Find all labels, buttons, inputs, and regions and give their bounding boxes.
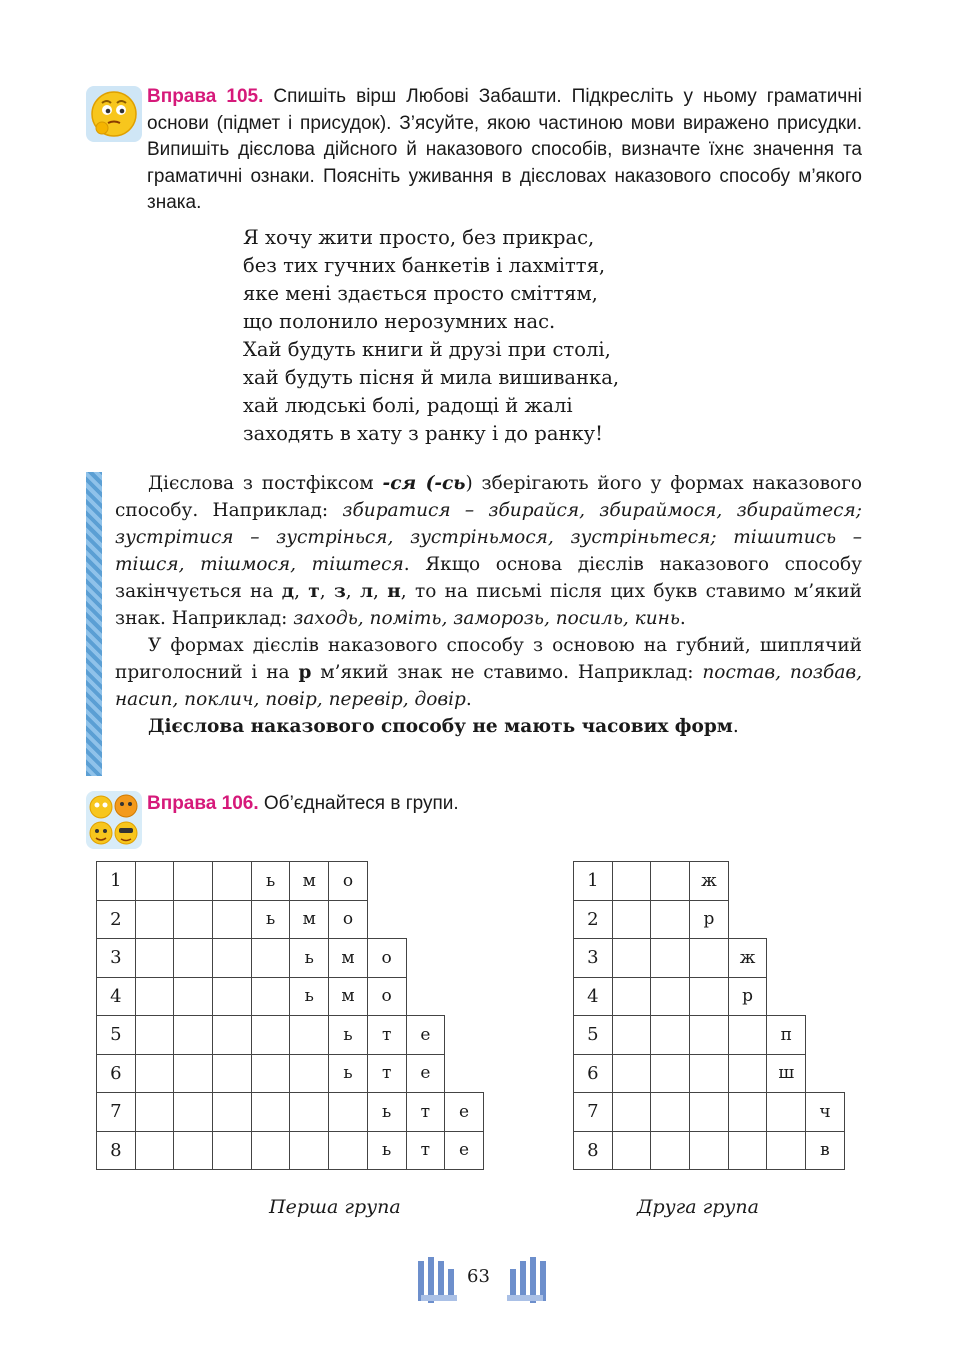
grid-cell [767, 862, 806, 901]
grid-cell [367, 900, 406, 939]
grid-row [97, 939, 484, 978]
grid-cell [612, 900, 651, 939]
grid-cell: о [329, 900, 368, 939]
grid-cell [612, 862, 651, 901]
grid-cell: м [329, 977, 368, 1016]
grid-cell [174, 1016, 213, 1055]
grid-cell [251, 939, 290, 978]
grid-row [97, 1054, 484, 1093]
grid-cell [406, 939, 445, 978]
grid-cell: е [406, 1016, 445, 1055]
grid-cell [406, 900, 445, 939]
grid-cell [612, 1131, 651, 1170]
grid-cell [767, 939, 806, 978]
grid-cell [728, 1131, 767, 1170]
grid-cell [806, 939, 845, 978]
letter: н [387, 581, 401, 602]
grid-cell [728, 862, 767, 901]
grid-row [97, 1093, 484, 1132]
grid-row-number: 1 [574, 862, 613, 901]
grid-row [574, 1054, 845, 1093]
grid-cell [135, 1016, 174, 1055]
grid-cell: ж [690, 862, 729, 901]
grid-cell: ь [367, 1131, 406, 1170]
grid-cell: т [406, 1131, 445, 1170]
grid-row-number: 4 [574, 977, 613, 1016]
grid-row [574, 862, 845, 901]
rule-text: , то на письмі після цих букв ставимо м’який знак. Наприклад: [115, 581, 863, 629]
grid-cell [135, 900, 174, 939]
page-number: 63 [467, 1266, 490, 1287]
grid-cell: ь [290, 977, 329, 1016]
grid-cell: р [690, 900, 729, 939]
grid-row [97, 900, 484, 939]
grid-cell [135, 1093, 174, 1132]
grid-cell [651, 1131, 690, 1170]
exercise-105-number: Вправа 105. [147, 86, 264, 107]
grid-cell [213, 939, 252, 978]
exercise-105-text: Спишіть вірш Любові Забашти. Підкресліть у ньому граматичні основи (підмет і присудок). З’ясуйте, якою частиною мови виражено присудки. Випишіть дієслова дійсного й наказового способів, визначте їхнє значення та граматичні ознаки. Поясніть уживання в дієсловах наказового способу м’якого знака. [147, 86, 862, 213]
grid-cell [445, 1016, 484, 1055]
grid-cell: ш [767, 1054, 806, 1093]
grid-cell [806, 1016, 845, 1055]
grid-row-number: 4 [97, 977, 136, 1016]
grid-row [97, 1131, 484, 1170]
exercise-106-number: Вправа 106. [147, 793, 259, 814]
grid-row [574, 977, 845, 1016]
grid-cell: ч [806, 1093, 845, 1132]
grammar-rule [115, 470, 862, 740]
poem-line: хай будуть пісня й мила вишиванка, [243, 366, 620, 389]
grid-row-number: 3 [574, 939, 613, 978]
grid-cell: м [290, 862, 329, 901]
grid-row [574, 1131, 845, 1170]
grid-cell [174, 939, 213, 978]
exercise-105 [147, 84, 862, 217]
grid-cell [329, 1131, 368, 1170]
rule-side-stripe [86, 472, 102, 776]
grid-cell [213, 900, 252, 939]
grid-cell [251, 1093, 290, 1132]
grid-row-number: 2 [97, 900, 136, 939]
grid-cell [329, 1093, 368, 1132]
grid-cell [174, 1131, 213, 1170]
grid-cell [767, 977, 806, 1016]
grid-cell [806, 977, 845, 1016]
grid-cell: о [329, 862, 368, 901]
rule-text: У формах дієслів наказового способу з основою на губний, шиплячий приголосний і на [115, 635, 862, 683]
exercise-106 [147, 791, 862, 818]
grid-cell: ь [251, 900, 290, 939]
poem-line: хай людські болі, радощі й жалі [243, 394, 573, 417]
first-group-grid [96, 861, 484, 1170]
grid-cell [690, 1131, 729, 1170]
grid-cell [806, 862, 845, 901]
thinking-smiley-icon [86, 86, 142, 142]
grid-cell: ь [290, 939, 329, 978]
grid-cell [612, 1054, 651, 1093]
poem-line: Я хочу жити просто, без прикрас, [243, 226, 595, 249]
grid-cell [690, 939, 729, 978]
rule-paragraph-3: Дієслова наказового способу не мають часових форм. [148, 716, 739, 737]
grid-cell [690, 977, 729, 1016]
grid-row [574, 900, 845, 939]
rule-key-statement: Дієслова наказового способу не мають часових форм [148, 716, 733, 737]
grid-row-number: 6 [97, 1054, 136, 1093]
poem-line: заходять в хату з ранку і до ранку! [243, 422, 603, 445]
grid-row [574, 1016, 845, 1055]
rule-paragraph-1: Дієслова з постфіксом -ся (-сь) зберігають його у формах наказового способу. Наприклад: збиратися – збирайся, збираймося, збирайтеся; зустрітися – зустрінься, зустріньмося, зустріньтеся; тішитись – тішся, тішмося, тіштеся. Якщо основа дієслів наказового способу закінчується на д, т, з, л, н, то на письмі після цих букв ставимо м’який знак. Наприклад: заходь, поміть, заморозь, посиль, кинь. [115, 473, 863, 629]
grid-cell [612, 1016, 651, 1055]
grid-cell [445, 939, 484, 978]
grid-cell [767, 1093, 806, 1132]
grid-cell: ь [329, 1054, 368, 1093]
grid-cell [174, 900, 213, 939]
grid-cell [767, 1131, 806, 1170]
grid-row-number: 7 [97, 1093, 136, 1132]
grid-row-number: 5 [97, 1016, 136, 1055]
grid-cell [290, 1093, 329, 1132]
grid-row-number: 7 [574, 1093, 613, 1132]
exercise-106-text: Об’єднайтеся в групи. [258, 793, 459, 814]
grid-cell: ж [728, 939, 767, 978]
grid-cell [728, 900, 767, 939]
grid-row-number: 1 [97, 862, 136, 901]
grid-cell [290, 1054, 329, 1093]
grid-cell [651, 862, 690, 901]
grid-row [97, 977, 484, 1016]
grid-cell [651, 900, 690, 939]
grid-cell [251, 1131, 290, 1170]
postfix-term: -ся (-сь [382, 473, 466, 494]
grid-cell: т [367, 1016, 406, 1055]
letter: р [298, 662, 312, 683]
poem-line: без тих гучних банкетів і лахміття, [243, 254, 606, 277]
grid-cell [690, 1016, 729, 1055]
grid-cell [406, 862, 445, 901]
grid-cell [806, 900, 845, 939]
grid-cell [690, 1054, 729, 1093]
letter: з [333, 581, 346, 602]
grid-cell [445, 977, 484, 1016]
grid-cell [445, 1054, 484, 1093]
grid-cell: т [406, 1093, 445, 1132]
letter: д [281, 581, 295, 602]
grid-cell [213, 862, 252, 901]
grid-cell: ь [329, 1016, 368, 1055]
poem [243, 224, 619, 448]
rule-text: Дієслова з постфіксом [148, 473, 383, 494]
rule-text: м’який знак не ставимо. Наприклад: [311, 662, 703, 683]
grid-cell: е [445, 1093, 484, 1132]
grid-cell [213, 1093, 252, 1132]
grid-row-number: 5 [574, 1016, 613, 1055]
grid-cell [213, 977, 252, 1016]
grid-cell [651, 939, 690, 978]
rule-paragraph-2: У формах дієслів наказового способу з основою на губний, шиплячий приголосний і на р м’який знак не ставимо. Наприклад: постав, позбав, насип, поклич, повір, перевір, довір. [115, 635, 862, 710]
grid-cell: т [367, 1054, 406, 1093]
grid-cell: р [728, 977, 767, 1016]
grid-row-number: 8 [97, 1131, 136, 1170]
grid-cell [445, 862, 484, 901]
letter: л [359, 581, 374, 602]
rule-text: ) зберігають його у формах наказового способу. Наприклад: [115, 473, 862, 521]
grid-cell [728, 1093, 767, 1132]
grid-cell: е [445, 1131, 484, 1170]
grid-cell [806, 1054, 845, 1093]
grid-cell: е [406, 1054, 445, 1093]
grid-cell [690, 1093, 729, 1132]
grid-cell: о [367, 939, 406, 978]
rule-text: . Якщо основа дієслів наказового способу закінчується на [115, 554, 862, 602]
grid-cell [135, 1131, 174, 1170]
grid-cell [135, 862, 174, 901]
grid-row-number: 8 [574, 1131, 613, 1170]
grid-cell [651, 1016, 690, 1055]
grid-cell: о [367, 977, 406, 1016]
grid-cell [174, 977, 213, 1016]
grid-cell: м [290, 900, 329, 939]
poem-line: яке мені здається просто сміттям, [243, 282, 598, 305]
grid-row [97, 862, 484, 901]
first-group-caption: Перша група [269, 1196, 401, 1218]
grid-row [574, 939, 845, 978]
grid-cell [445, 900, 484, 939]
grid-cell [251, 1016, 290, 1055]
second-group-caption: Друга група [637, 1196, 759, 1218]
group-smileys-icon [86, 791, 142, 849]
grid-cell [251, 977, 290, 1016]
rule-example: збиратися – збирайся, збираймося, збирайтеся; зустрітися – зустрінься, зустріньмося, зустріньтеся; тішитись – тішся, тішмося, тіштеся [115, 500, 862, 575]
grid-row-number: 2 [574, 900, 613, 939]
grid-row [574, 1093, 845, 1132]
grid-cell: п [767, 1016, 806, 1055]
grid-cell: м [329, 939, 368, 978]
grid-cell [651, 977, 690, 1016]
rule-example: заходь, поміть, заморозь, посиль, кинь [293, 608, 680, 629]
grid-cell [174, 1054, 213, 1093]
grid-cell [290, 1131, 329, 1170]
grid-cell [612, 1093, 651, 1132]
grid-cell [135, 1054, 174, 1093]
grid-cell [651, 1054, 690, 1093]
grid-cell [213, 1016, 252, 1055]
poem-line: що полонило нерозумних нас. [243, 310, 556, 333]
letter: т [308, 581, 320, 602]
grid-cell [174, 862, 213, 901]
grid-cell [290, 1016, 329, 1055]
grid-cell: ь [251, 862, 290, 901]
grid-cell [174, 1093, 213, 1132]
grid-cell [728, 1054, 767, 1093]
grid-row-number: 3 [97, 939, 136, 978]
rule-example: постав, позбав, насип, поклич, повір, перевір, довір [115, 662, 862, 710]
grid-row [97, 1016, 484, 1055]
grid-cell [135, 939, 174, 978]
grid-cell [135, 977, 174, 1016]
grid-cell [213, 1054, 252, 1093]
grid-cell [406, 977, 445, 1016]
grid-cell [213, 1131, 252, 1170]
grid-cell [612, 977, 651, 1016]
grid-row-number: 6 [574, 1054, 613, 1093]
grid-cell [612, 939, 651, 978]
grid-cell [651, 1093, 690, 1132]
grid-cell [367, 862, 406, 901]
grid-cell [767, 900, 806, 939]
grid-cell [728, 1016, 767, 1055]
poem-line: Хай будуть книги й друзі при столі, [243, 338, 611, 361]
grid-cell: в [806, 1131, 845, 1170]
grid-cell [251, 1054, 290, 1093]
second-group-grid [573, 861, 845, 1170]
grid-cell: ь [367, 1093, 406, 1132]
